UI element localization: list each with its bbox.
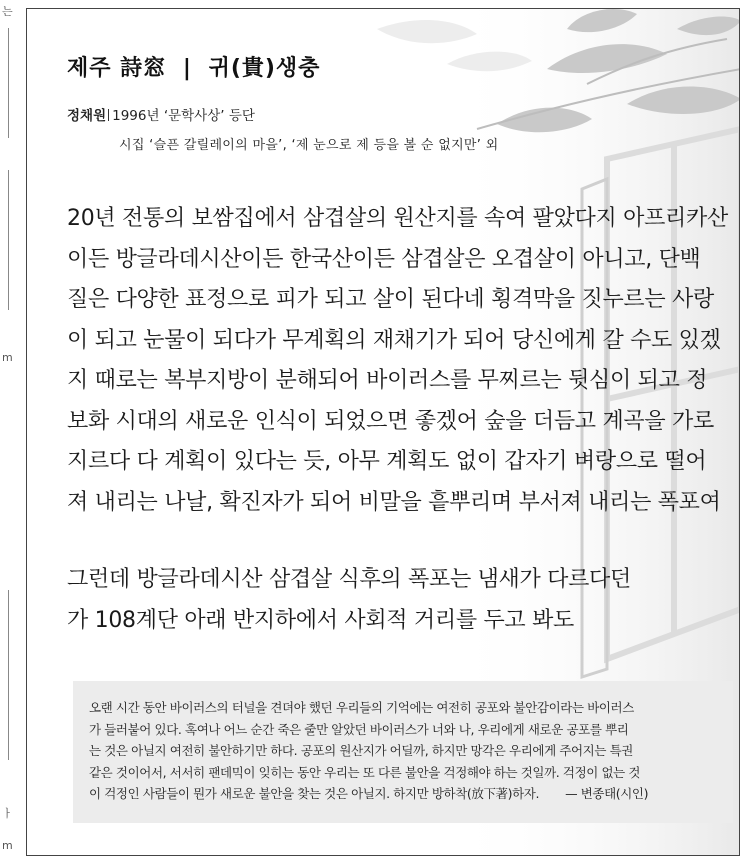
poem-line: 이 되고 눈물이 되다가 무계획의 재채기가 되어 당신에게 갈 수도 있겠 <box>67 327 721 353</box>
poem-line: 가 108계단 아래 반지하에서 사회적 거리를 두고 봐도 <box>67 607 574 633</box>
poem-line: 지르다 다 계획이 있다는 듯, 아무 계획도 없이 갑자기 벼랑으로 떨어 <box>67 449 707 474</box>
commentary-line: 가 들러붙어 있다. 혹여나 어느 순간 죽은 줄만 알았던 바이러스가 너와 나, 우리에게 새로운 공포를 뿌리 <box>89 721 629 737</box>
column-heading <box>67 51 320 82</box>
commentary-credit: — 변종태(시인) <box>565 786 649 802</box>
gutter-rule <box>8 28 9 138</box>
author-divider <box>108 109 109 121</box>
poem-line: 져 내리는 나날, 확진자가 되어 비말을 흩뿌리며 부서져 내리는 폭포여 <box>67 489 721 515</box>
author-name: 정채원 <box>67 108 107 124</box>
author-debut: 1996년 ‘문학사상’ 등단 <box>112 108 255 124</box>
gutter-rule <box>8 170 9 310</box>
gutter-rule <box>8 590 9 760</box>
poem-line: 20년 전통의 보쌈집에서 삼겹살의 원산지를 속여 팔았다지 아프리카산 <box>67 206 728 231</box>
poem-line: 질은 다양한 표정으로 피가 되고 살이 된다네 횡격막을 짓누르는 사랑 <box>67 287 714 312</box>
poem-line: 지 때로는 복부지방이 분해되어 바이러스를 무찌르는 뒷심이 되고 정 <box>67 368 708 393</box>
gutter-glyph: 는 <box>2 5 13 18</box>
commentary-text <box>89 697 719 805</box>
stanza-break <box>67 523 707 560</box>
gutter-glyph: ㅏ <box>2 807 13 820</box>
gutter-glyph: m <box>2 839 13 852</box>
heading-divider: | <box>182 56 192 81</box>
poem-body <box>67 199 728 641</box>
author-info <box>67 104 255 124</box>
poetry-column-panel <box>26 8 740 856</box>
commentary-last-line: 이 걱정인 사람들이 뭔가 새로운 불안을 찾는 것은 아닐지. 하지만 방하착(放下著)하자. <box>89 786 540 802</box>
adjacent-column-fragment <box>0 0 22 865</box>
gutter-glyph: m <box>2 351 13 364</box>
poem-title: 귀(貴)생충 <box>208 56 321 81</box>
poem-line: 그런데 방글라데시산 삼겹살 식후의 폭포는 냄새가 다르다던 <box>67 567 631 592</box>
section-name: 제주 詩窓 <box>67 56 167 81</box>
commentary-line: 같은 것이어서, 서서히 팬데믹이 잊히는 동안 우리는 또 다른 불안을 걱정해야 하는 것일까. 걱정이 없는 것 <box>89 764 641 780</box>
author-works: 시집 ‘슬픈 갈릴레이의 마을’, ‘제 눈으로 제 등을 볼 순 없지만’ 외 <box>119 138 499 153</box>
poem-line: 보화 시대의 새로운 인식이 되었으면 좋겠어 숲을 더듬고 계곡을 가로 <box>67 408 714 434</box>
commentary-box <box>73 681 733 823</box>
poem-line: 이든 방글라데시산이든 한국산이든 삼겹살은 오겹살이 아니고, 단백 <box>67 246 701 272</box>
commentary-line <box>89 783 719 805</box>
commentary-line: 는 것은 아닐지 여전히 불안하기만 하다. 공포의 원산지가 어딜까, 하지만 망각은 우리에게 주어지는 특권 <box>89 743 633 759</box>
commentary-line: 오랜 시간 동안 바이러스의 터널을 견뎌야 했던 우리들의 기억에는 여전히 공포와 불안감이라는 바이러스 <box>89 700 634 715</box>
